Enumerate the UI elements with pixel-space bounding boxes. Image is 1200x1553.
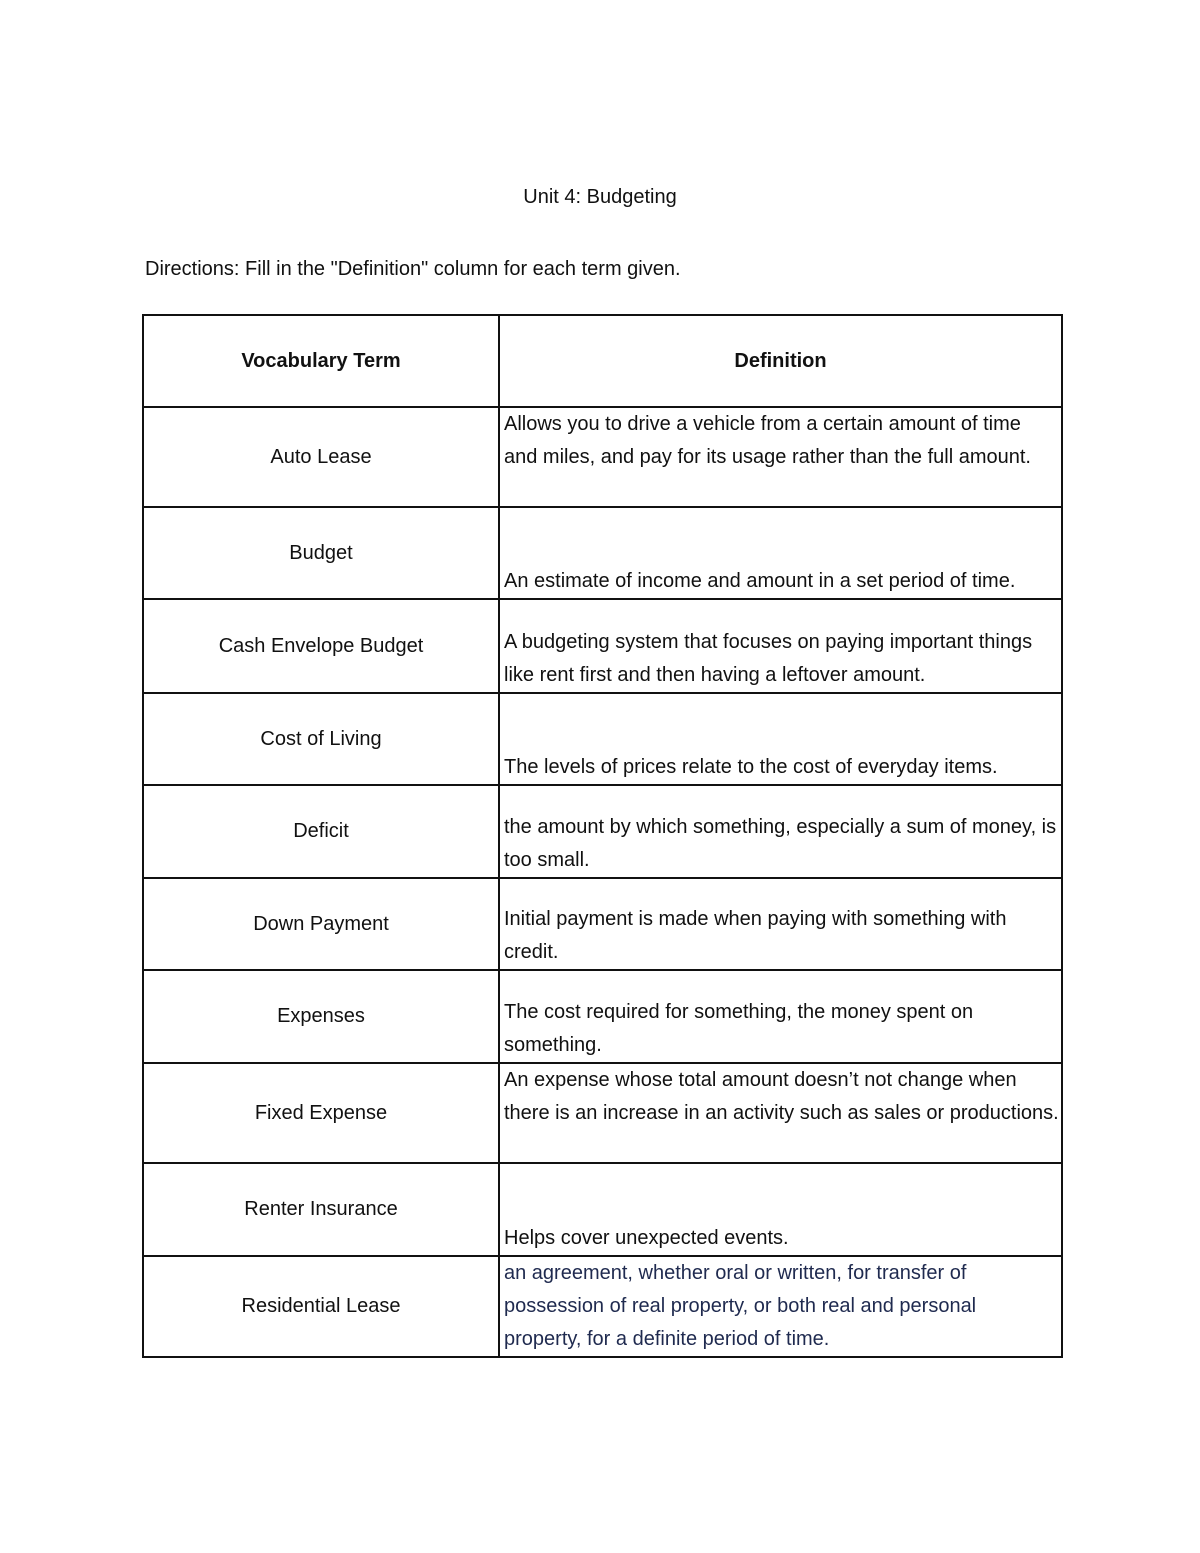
table-row (143, 970, 1062, 1063)
table-header-row (143, 315, 1062, 407)
table-row (143, 1256, 1062, 1357)
term-cell: Renter Insurance (143, 1163, 499, 1256)
term-cell: Budget (143, 507, 499, 599)
term-cell: Down Payment (143, 878, 499, 970)
header-definition: Definition (499, 315, 1062, 407)
table-row (143, 878, 1062, 970)
definition-cell: An estimate of income and amount in a set period of time. (499, 507, 1062, 599)
definition-cell: The levels of prices relate to the cost of everyday items. (499, 693, 1062, 785)
definition-cell: Helps cover unexpected events. (499, 1163, 1062, 1256)
term-cell: Cost of Living (143, 693, 499, 785)
header-vocabulary-term: Vocabulary Term (143, 315, 499, 407)
definition-cell: The cost required for something, the money spent on something. (499, 970, 1062, 1063)
table-row (143, 785, 1062, 878)
vocabulary-table (142, 314, 1063, 1358)
table-row (143, 1063, 1062, 1163)
table-row (143, 1163, 1062, 1256)
page-title: Unit 4: Budgeting (523, 186, 677, 208)
table-row (143, 693, 1062, 785)
definition-cell: Initial payment is made when paying with something with credit. (499, 878, 1062, 970)
definition-cell: An expense whose total amount doesn’t not change when there is an increase in an activity such as sales or productions. (499, 1063, 1062, 1163)
term-cell: Deficit (143, 785, 499, 878)
definition-cell: the amount by which something, especially a sum of money, is too small. (499, 785, 1062, 878)
term-cell: Auto Lease (143, 407, 499, 507)
table-row (143, 507, 1062, 599)
definition-cell: Allows you to drive a vehicle from a certain amount of time and miles, and pay for its usage rather than the full amount. (499, 407, 1062, 507)
definition-cell: an agreement, whether oral or written, for transfer of possession of real property, or both real and personal property, for a definite period of time. (499, 1256, 1062, 1357)
term-cell: Cash Envelope Budget (143, 599, 499, 693)
directions-text: Directions: Fill in the "Definition" column for each term given. (145, 258, 681, 280)
table-row (143, 407, 1062, 507)
table-row (143, 599, 1062, 693)
term-cell: Fixed Expense (143, 1063, 499, 1163)
term-cell: Residential Lease (143, 1256, 499, 1357)
term-cell: Expenses (143, 970, 499, 1063)
definition-cell: A budgeting system that focuses on paying important things like rent first and then having a leftover amount. (499, 599, 1062, 693)
